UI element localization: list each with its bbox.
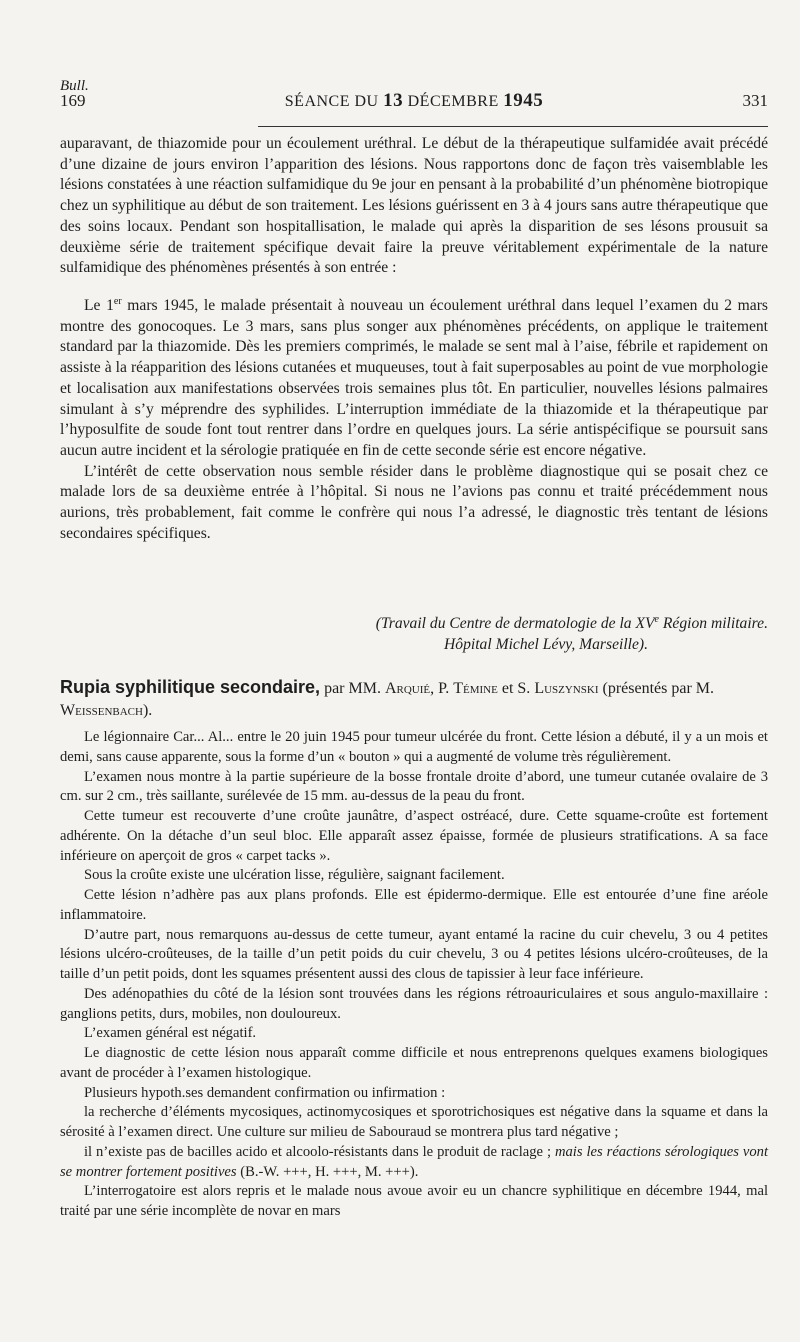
session-title (285, 90, 543, 112)
case-report (60, 728, 768, 1222)
author-2-pre: , P. (430, 680, 454, 697)
article-title-text: Rupia syphilitique secondaire, (60, 677, 321, 697)
presented-by: (présentés par M. (598, 680, 714, 697)
ack-line-1-text: (Travail du Centre de dermatologie de la XV (375, 615, 655, 632)
case-paragraph: Cette lésion n’adhère pas aux plans profonds. Elle est épidermo-dermique. Elle est entourée d’une fine aréole inflammatoire. (60, 887, 768, 923)
case-paragraph: la recherche d’éléments mycosiques, actinomycosiques et sporotrichosiques est négative dans la squame et dans la sérosité à l’examen direct. Une culture sur milieu de Sabouraud se montrera plus tard négative ; (60, 1104, 768, 1140)
paragraph-1 (60, 134, 768, 279)
p2-rest: mars 1945, le malade présentait à nouveau un écoulement uréthral dans lequel l’examen du 2 mars montre des gonocoques. Le 3 mars, sans plus songer aux phénomènes précédents, on applique le traitement standard par la thiazomide. Dès les premiers comprimés, le malade se sent mal à l’aise, fébrile et rapidement on assiste à la réapparition des lésions cutanées et muqueuses, tout à fait superposables au point de vue morphologie et localisation aux manifestations observées trois semaines plus tôt. En particulier, nouvelles lésions palmaires simulant à s’y méprendre des syphilides. L’interruption immédiate de la thiazomide et la thérapeutique par l’hyposulfite de soude font tout rentrer dans l’ordre en quelques jours. La série antispécifique se poursuit sans aucun autre incident et la sérologie pratiquée en fin de cette seconde série est encore négative. (60, 297, 768, 459)
paragraph-2 (60, 296, 768, 544)
session-month: DÉCEMBRE (407, 93, 499, 110)
case-paragraph: Le légionnaire Car... Al... entre le 20 juin 1945 pour tumeur ulcérée du front. Cette lésion a débuté, il y a un mois et demi, sans cause apparente, sous la forme d’un « bouton » qui a augmenté de volume très régulièrement. (60, 729, 768, 765)
paragraph-1-text: auparavant, de thiazomide pour un écoulement uréthral. Le début de la thérapeutique sulfamidée avait précédé d’une dizaine de jours environ l’apparition des lésions. Nous rapportons donc de façon très vaisemblable les lésions constatées à une réaction sulfamidique du 9e jour en pensant à la probabilité d’un phénomène biotropique chez un syphilitique au début de son traitement. Les lésions guérissent en 3 à 4 jours sans autre thérapeutique que des soins locaux. Pendant son hospitallisation, le malade qui après la disparition de ses lésons prousuit sa deuxième série de traitement spécifique devait faire la preuve véritablement expérimentale de la nature sulfamidique des phénomènes présentés à son entrée : (60, 135, 768, 277)
session-prefix: SÉANCE DU (284, 93, 379, 110)
p2-start: Le 1 (84, 297, 114, 314)
authors-par: par MM. (320, 680, 385, 697)
session-year: 1945 (503, 90, 544, 111)
case-paragraph: Plusieurs hypoth.ses demandent confirmation ou infirmation : (84, 1084, 446, 1101)
case-paragraph: L’examen général est négatif. (84, 1025, 257, 1042)
ack-line-2: Hôpital Michel Lévy, Marseille). (444, 636, 648, 653)
case-paragraph: Des adénopathies du côté de la lésion sont trouvées dans les régions rétroauriculaires et sous angulo-maxillaire : ganglions petits, durs, mobiles, non douloureux. (60, 985, 768, 1022)
header-rule (258, 126, 768, 127)
author-3: Luszynski (534, 680, 599, 697)
ack-superscript: e (654, 613, 659, 625)
case-paragraph: Le diagnostic de cette lésion nous apparaît comme difficile et nous entreprenons quelques examens biologiques avant de procéder à l’examen histologique. (60, 1045, 768, 1081)
presenter: Weissenbach (60, 702, 143, 719)
ack-line-1-end: Région militaire. (659, 615, 768, 632)
serology-b: (B.-W. +++, H. +++, M. +++). (236, 1163, 419, 1180)
case-paragraph-serology (60, 1143, 768, 1183)
case-paragraph: D’autre part, nous remarquons au-dessus de cette tumeur, ayant entamé la racine du cuir chevelu, 3 ou 4 petites lésions ulcéro-croûteuses, de la taille d’un petit poids du cuir chevelu, 3 ou 4 petites lésions ulcéro-croûteuses, de la taille d’un petit poids, dont les squames présentent aussi des clous de tapissier à leur face inférieure. (60, 926, 768, 982)
journal-abbreviation: Bull. (60, 78, 89, 94)
acknowledgement (60, 613, 768, 655)
article-title (60, 676, 768, 722)
author-3-pre: et S. (497, 680, 535, 697)
serology-italic: mais les réactions sérologiques vont se montrer fortement positives (60, 1143, 769, 1180)
case-paragraph: Cette tumeur est recouverte d’une croûte jaunâtre, d’aspect ostréacé, dure. Cette squame-croûte est fortement adhérente. On la détache d’un seul bloc. Elle apparaît assez épaisse, formée de plusieurs stratifications. A sa face inférieure on aperçoit de gros « carpet tacks ». (60, 808, 768, 864)
page-number: 331 (742, 91, 768, 110)
presented-end: ). (142, 702, 153, 719)
author-1: Arquié (384, 680, 431, 697)
left-page-number: 169 (60, 91, 86, 110)
author-2: Témine (453, 680, 498, 697)
ack-line-1 (60, 613, 768, 634)
paragraph-3-text: L’intérêt de cette observation nous semble résider dans le problème diagnostique qui se posait chez ce malade lors de sa deuxième entrée à l’hôpital. Si nous ne l’avions pas connu et traité précédemment nous aurions, très probablement, fait comme le confrère qui nous l’a adressé, le diagnostic très tentant de lésions secondaires spécifiques. (60, 462, 768, 542)
paragraph-2-text (60, 296, 768, 462)
p2-superscript: er (113, 295, 122, 307)
session-day: 13 (383, 90, 404, 111)
case-paragraph: Sous la croûte existe une ulcération lisse, régulière, saignant facilement. (84, 867, 505, 884)
serology-a: il n’existe pas de bacilles acido et alcoolo-résistants dans le produit de raclage ; (84, 1143, 555, 1160)
case-paragraph: L’interrogatoire est alors repris et le malade nous avoue avoir eu un chancre syphilitique en décembre 1944, mal traité par une série incomplète de novar en mars (60, 1183, 768, 1219)
case-paragraph: L’examen nous montre à la partie supérieure de la bosse frontale droite d’abord, une tumeur cutanée ovalaire de 3 cm. sur 2 cm., très saillante, surélevée de 15 mm. au-dessus de la peau du front. (60, 768, 768, 805)
running-header (60, 90, 768, 120)
